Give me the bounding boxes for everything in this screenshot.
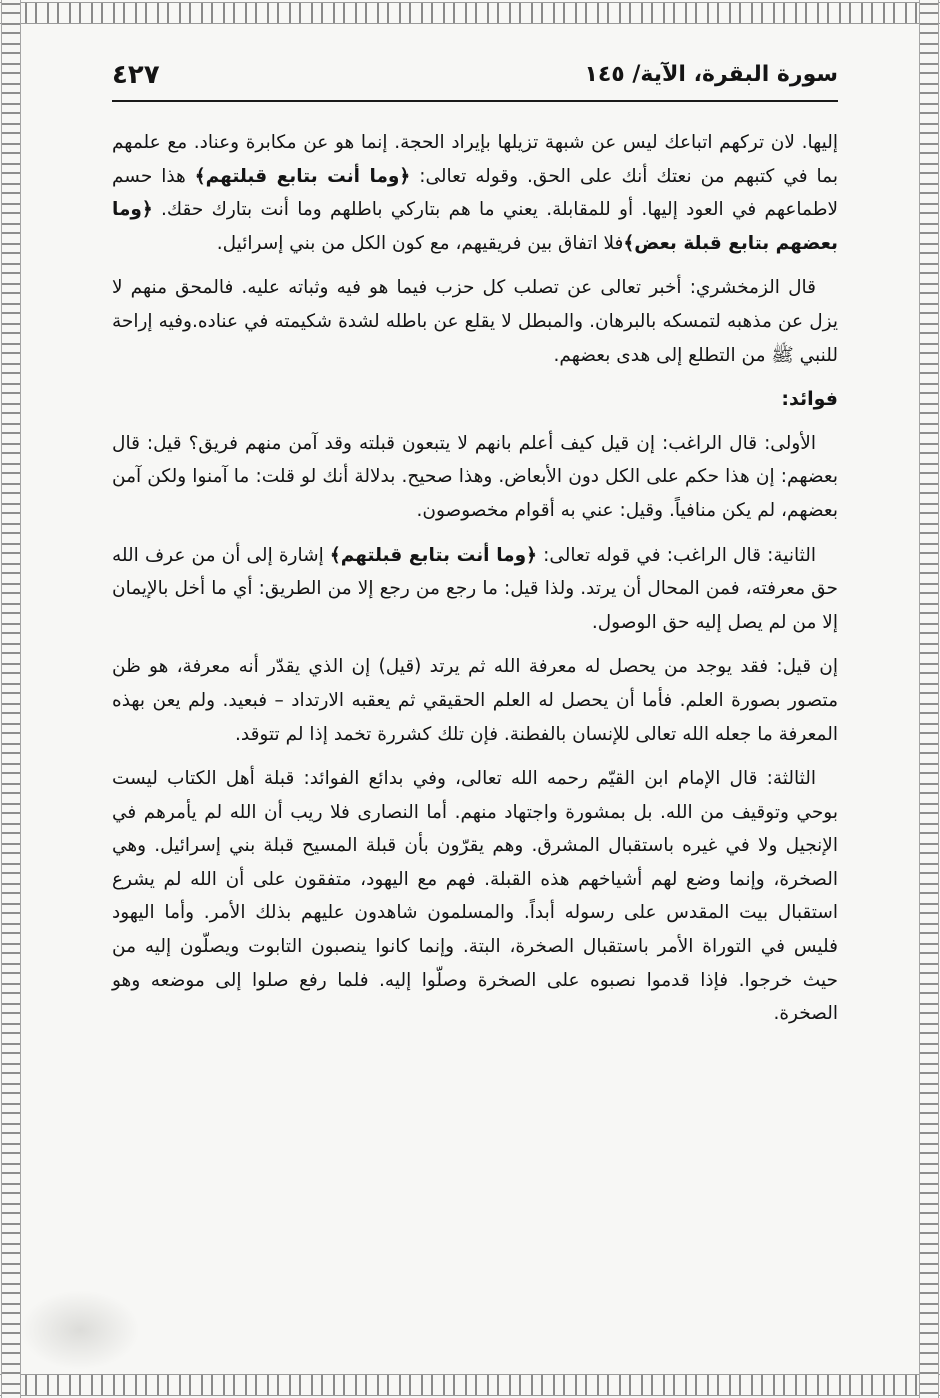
page-header (112, 60, 838, 102)
paragraph-objection: إن قيل: فقد يوجد من يحصل له معرفة الله ثم يرتد (قيل) إن الذي يقدّر أنه معرفة، هو ظن متصور بصورة العلم. فأما أن يحصل له العلم الحقيقي ثم يعقبه الارتداد – فبعيد. ولم يعن بهذه المعرفة ما جعله الله تعالى للإنسان بالفطنة. فإن تلك كشررة تخمد إذا لم تتوقد. (112, 656, 838, 745)
paragraph-second-benefit (112, 539, 838, 640)
body-text (112, 126, 838, 1042)
quran-quote-1: ﴿وما أنت بتابع قبلتهم﴾ (194, 165, 411, 187)
page-number: ٤٢٧ (112, 60, 160, 90)
paragraph-1 (112, 126, 838, 260)
decorative-border-right (919, 0, 939, 1398)
decorative-border-bottom (0, 1374, 940, 1396)
decorative-border-left (1, 0, 21, 1398)
paragraph-1-text-a: إليها. لان تركهم اتباعك ليس عن شبهة تزيلها بإيراد الحجة. إنما هو عن مكابرة وعناد. مع علمهم بما في كتبهم من نعتك أنك على الحق. وقوله تعالى: (112, 132, 838, 187)
quran-quote-2: ﴿وما بعضهم بتابع قبلة بعض﴾ (112, 199, 838, 254)
paragraph-1-text-b: هذا حسم لاطماعهم في العود إليها. أو للمقابلة. يعني ما هم بتاركي باطلهم وما أنت بتارك حقك. (112, 165, 838, 221)
paragraph-1-text-c: فلا اتفاق بين فريقيهم، مع كون الكل من بني إسرائيل. (216, 232, 624, 254)
paragraph-first-benefit: الأولى: قال الراغب: إن قيل كيف أعلم بانهم لا يتبعون قبلته وقد آمن منهم فريق؟ قيل: قال بعضهم: إن هذا حكم على الكل دون الأبعاض. وهذا صحيح. بدلالة أنك لو قلت: ما آمنوا ولكن آمن بعضهم، لم يكن منافياً. وقيل: عني به أقوام مخصوصون. (112, 432, 838, 521)
paragraph-second-text-a: الثانية: قال الراغب: في قوله تعالى: (536, 544, 816, 566)
paper-stain (20, 1290, 140, 1370)
paragraph-zamakhshari: قال الزمخشري: أخبر تعالى عن تصلب كل حزب فيما هو فيه وثباته عليه. فالمحق منهم لا يزل عن مذهبه لتمسكه بالبرهان. والمبطل لا يقلع عن باطله لشدة شكيمته في عناده.وفيه إراحة للنبي ﷺ من التطلع إلى هدى بعضهم. (112, 277, 838, 366)
running-head: سورة البقرة، الآية/ ١٤٥ (584, 62, 838, 87)
decorative-border-top (0, 2, 940, 24)
paragraph-third-benefit: الثالثة: قال الإمام ابن القيّم رحمه الله تعالى، وفي بدائع الفوائد: قبلة أهل الكتاب ليست بوحي وتوقيف من الله. بل بمشورة واجتهاد منهم. أما النصارى فلا ريب أن الله لم يأمرهم في الإنجيل ولا في غيره باستقبال المشرق. وهم يقرّون بأن قبلة المسيح قبلة بني إسرائيل. وهي الصخرة، وإنما وضع لهم أشياخهم هذه القبلة. فهم مع اليهود، متفقون على أن الله لم يشرع استقبال بيت المقدس على رسوله أبداً. والمسلمون شاهدون عليهم بذلك الأمر. وأما اليهود فليس في التوراة الأمر باستقبال الصخرة، البتة. وإنما كانوا ينصبون التابوت ويصلّون إليه من حيث خرجوا. فإذا قدموا نصبوه على الصخرة وصلّوا إليه. فلما رفع صلوا إلى موضعه وهو الصخرة. (112, 768, 838, 1025)
paragraph-second-text-b: إشارة إلى أن من عرف الله حق معرفته، فمن المحال أن يرتد. ولذا قيل: ما رجع من رجع إلا من الطريق: أي ما أخل بالإيمان إلا من لم يصل إليه حق الوصول. (112, 544, 838, 633)
section-heading-fawaid: فوائد: (781, 388, 838, 411)
quran-quote-3: ﴿وما أنت بتابع قبلتهم﴾ (329, 544, 537, 566)
